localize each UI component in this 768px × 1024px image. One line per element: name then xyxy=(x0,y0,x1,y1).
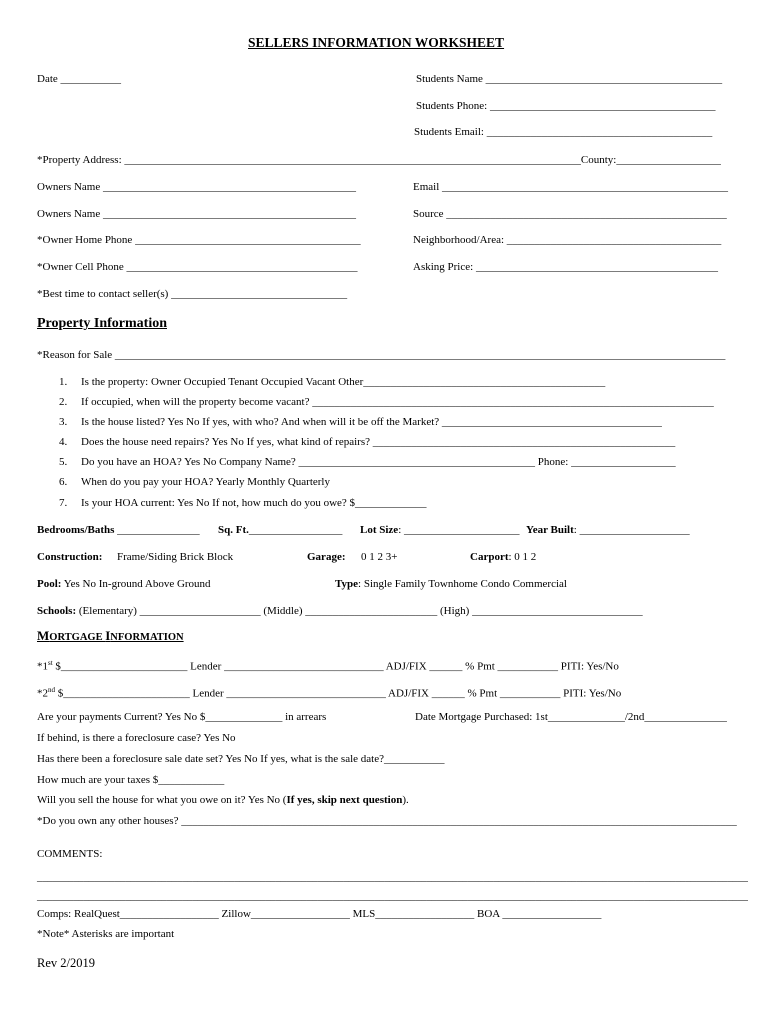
garage-options[interactable]: 0 1 2 3+ xyxy=(361,551,398,563)
list-item-text: If occupied, when will the property become vacant? _________________________________________________________________________ xyxy=(81,396,714,408)
construction-label: Construction: xyxy=(37,551,103,563)
taxes-field[interactable]: How much are your taxes $____________ xyxy=(37,774,225,786)
first-mortgage-rest: $_______________________ Lender _____________________________ ADJ/FIX ______ % Pmt ___________ PITI: Yes/No xyxy=(52,660,619,673)
source-field[interactable]: Source ___________________________________________________ xyxy=(413,208,727,220)
list-item[interactable] xyxy=(59,396,714,409)
owners-name-field-2[interactable]: Owners Name ______________________________________________ xyxy=(37,208,356,220)
payments-current-field[interactable]: Are your payments Current? Yes No $______________ in arrears xyxy=(37,711,327,723)
email-field[interactable]: Email ____________________________________________________ xyxy=(413,181,729,193)
list-item-text: When do you pay your HOA? Yearly Monthly Quarterly xyxy=(81,476,330,488)
owners-name-field-1[interactable]: Owners Name ______________________________________________ xyxy=(37,181,356,193)
schools-label: Schools: xyxy=(37,605,77,617)
sell-for-owed-field[interactable] xyxy=(37,794,409,807)
pool-label: Pool: xyxy=(37,578,62,590)
year-built-field[interactable] xyxy=(526,524,690,537)
carport-options: : 0 1 2 xyxy=(508,551,537,563)
mortgage-information-heading xyxy=(37,628,184,645)
neighborhood-field[interactable]: Neighborhood/Area: _______________________________________ xyxy=(413,234,722,246)
list-item-number: 3. xyxy=(59,416,68,428)
comps-field[interactable]: Comps: RealQuest__________________ Zillow__________________ MLS__________________ BOA __________________ xyxy=(37,908,602,920)
reason-for-sale-field[interactable]: *Reason for Sale _______________________________________________________________________________________________________________ xyxy=(37,349,726,361)
comments-label: COMMENTS: xyxy=(37,848,103,860)
type-field[interactable] xyxy=(335,578,567,591)
first-mortgage-prefix: *1 xyxy=(37,660,48,673)
list-item[interactable] xyxy=(59,497,427,510)
skip-question-note: If yes, skip next question xyxy=(286,794,403,806)
list-item-text: Is your HOA current: Yes No If not, how much do you owe? $_____________ xyxy=(81,497,427,509)
first-mortgage-sup: st xyxy=(48,659,53,667)
owner-home-phone-field[interactable]: *Owner Home Phone _________________________________________ xyxy=(37,234,361,246)
carport-label: Carport xyxy=(470,551,509,563)
pool-options: Yes No In-ground Above Ground xyxy=(61,578,211,590)
owner-cell-phone-field[interactable]: *Owner Cell Phone __________________________________________ xyxy=(37,261,358,273)
list-item-number: 2. xyxy=(59,396,68,408)
list-item-number: 7. xyxy=(59,497,68,509)
sqft-label: Sq. Ft. xyxy=(218,524,249,536)
list-item-number: 6. xyxy=(59,476,68,488)
list-item[interactable] xyxy=(59,436,675,449)
property-information-heading: Property Information xyxy=(37,316,167,331)
year-built-blank: : ____________________ xyxy=(573,524,690,536)
sqft-blank: _________________ xyxy=(248,524,343,536)
sqft-field[interactable] xyxy=(218,524,342,537)
students-name-field[interactable]: Students Name ___________________________________________ xyxy=(416,73,723,85)
schools-field[interactable] xyxy=(37,605,643,618)
mortgage-heading-rest-1: ORTGAGE xyxy=(49,632,106,643)
comments-line-1[interactable]: _________________________________________________________________________________________________________________________________________ xyxy=(37,871,748,883)
list-item[interactable] xyxy=(59,456,676,469)
type-options: : Single Family Townhome Condo Commercial xyxy=(358,578,567,590)
list-item[interactable] xyxy=(59,476,330,489)
date-field[interactable]: Date ___________ xyxy=(37,73,122,85)
lot-size-field[interactable] xyxy=(360,524,520,537)
garage-label: Garage: xyxy=(307,551,346,563)
foreclosure-case-field[interactable]: If behind, is there a foreclosure case? Yes No xyxy=(37,732,236,744)
second-mortgage-sup: nd xyxy=(48,686,55,694)
comments-line-2[interactable]: _________________________________________________________________________________________________________________________________________ xyxy=(37,890,748,902)
lot-size-label: Lot Size xyxy=(360,524,399,536)
bedrooms-baths-field[interactable] xyxy=(37,524,200,537)
list-item[interactable] xyxy=(59,376,605,389)
list-item-text: Does the house need repairs? Yes No If yes, what kind of repairs? _______________________________________________________ xyxy=(81,436,676,448)
schools-options: (Elementary) ______________________ (Middle) ________________________ (High) _______________________________ xyxy=(76,605,643,617)
list-item-text: Do you have an HOA? Yes No Company Name? ___________________________________________ Phone: ___________________ xyxy=(81,456,676,468)
mortgage-heading-cap-1: M xyxy=(37,628,50,643)
bedrooms-baths-blank: _______________ xyxy=(114,524,200,536)
asking-price-field[interactable]: Asking Price: ____________________________________________ xyxy=(413,261,718,273)
revision-label: Rev 2/2019 xyxy=(37,956,95,970)
second-mortgage-prefix: *2 xyxy=(37,687,48,700)
other-houses-field[interactable]: *Do you own any other houses? _____________________________________________________________________________________________________ xyxy=(37,815,737,827)
mortgage-heading-rest-2: NFORMATION xyxy=(110,632,184,643)
students-email-field[interactable]: Students Email: _________________________________________ xyxy=(414,126,713,138)
best-time-field[interactable]: *Best time to contact seller(s) ________________________________ xyxy=(37,288,348,300)
asterisk-note: *Note* Asterisks are important xyxy=(37,928,175,940)
list-item-number: 1. xyxy=(59,376,68,388)
students-phone-field[interactable]: Students Phone: _________________________________________ xyxy=(416,100,716,112)
list-item-text: Is the house listed? Yes No If yes, with who? And when will it be off the Market? ________________________________________ xyxy=(81,416,662,428)
first-mortgage-field[interactable] xyxy=(37,657,619,674)
lot-size-blank: : _____________________ xyxy=(398,524,520,536)
list-item-text: Is the property: Owner Occupied Tenant Occupied Vacant Other____________________________________________ xyxy=(81,376,606,388)
construction-field[interactable] xyxy=(37,551,102,564)
second-mortgage-field[interactable] xyxy=(37,684,621,701)
list-item[interactable] xyxy=(59,416,662,429)
type-label: Type xyxy=(335,578,359,590)
foreclosure-sale-date-field[interactable]: Has there been a foreclosure sale date set? Yes No If yes, what is the sale date?___________ xyxy=(37,753,445,765)
list-item-number: 4. xyxy=(59,436,68,448)
second-mortgage-rest: $_______________________ Lender _____________________________ ADJ/FIX ______ % Pmt ___________ PITI: Yes/No xyxy=(55,687,622,700)
mortgage-heading-cap-2: I xyxy=(105,628,111,643)
date-mortgage-purchased-field[interactable]: Date Mortgage Purchased: 1st______________/2nd_______________ xyxy=(415,711,727,723)
bedrooms-baths-label: Bedrooms/Baths xyxy=(37,524,115,536)
page-title: SELLERS INFORMATION WORKSHEET xyxy=(248,35,505,50)
list-item-number: 5. xyxy=(59,456,68,468)
sell-for-owed-text: Will you sell the house for what you owe on it? Yes No ( xyxy=(37,794,287,806)
carport-field[interactable] xyxy=(470,551,536,564)
property-address-field[interactable]: *Property Address: ___________________________________________________________________________________County:___________________ xyxy=(37,154,721,166)
sell-for-owed-end: ). xyxy=(402,794,409,806)
pool-field[interactable] xyxy=(37,578,211,591)
year-built-label: Year Built xyxy=(526,524,574,536)
construction-options[interactable]: Frame/Siding Brick Block xyxy=(117,551,234,563)
